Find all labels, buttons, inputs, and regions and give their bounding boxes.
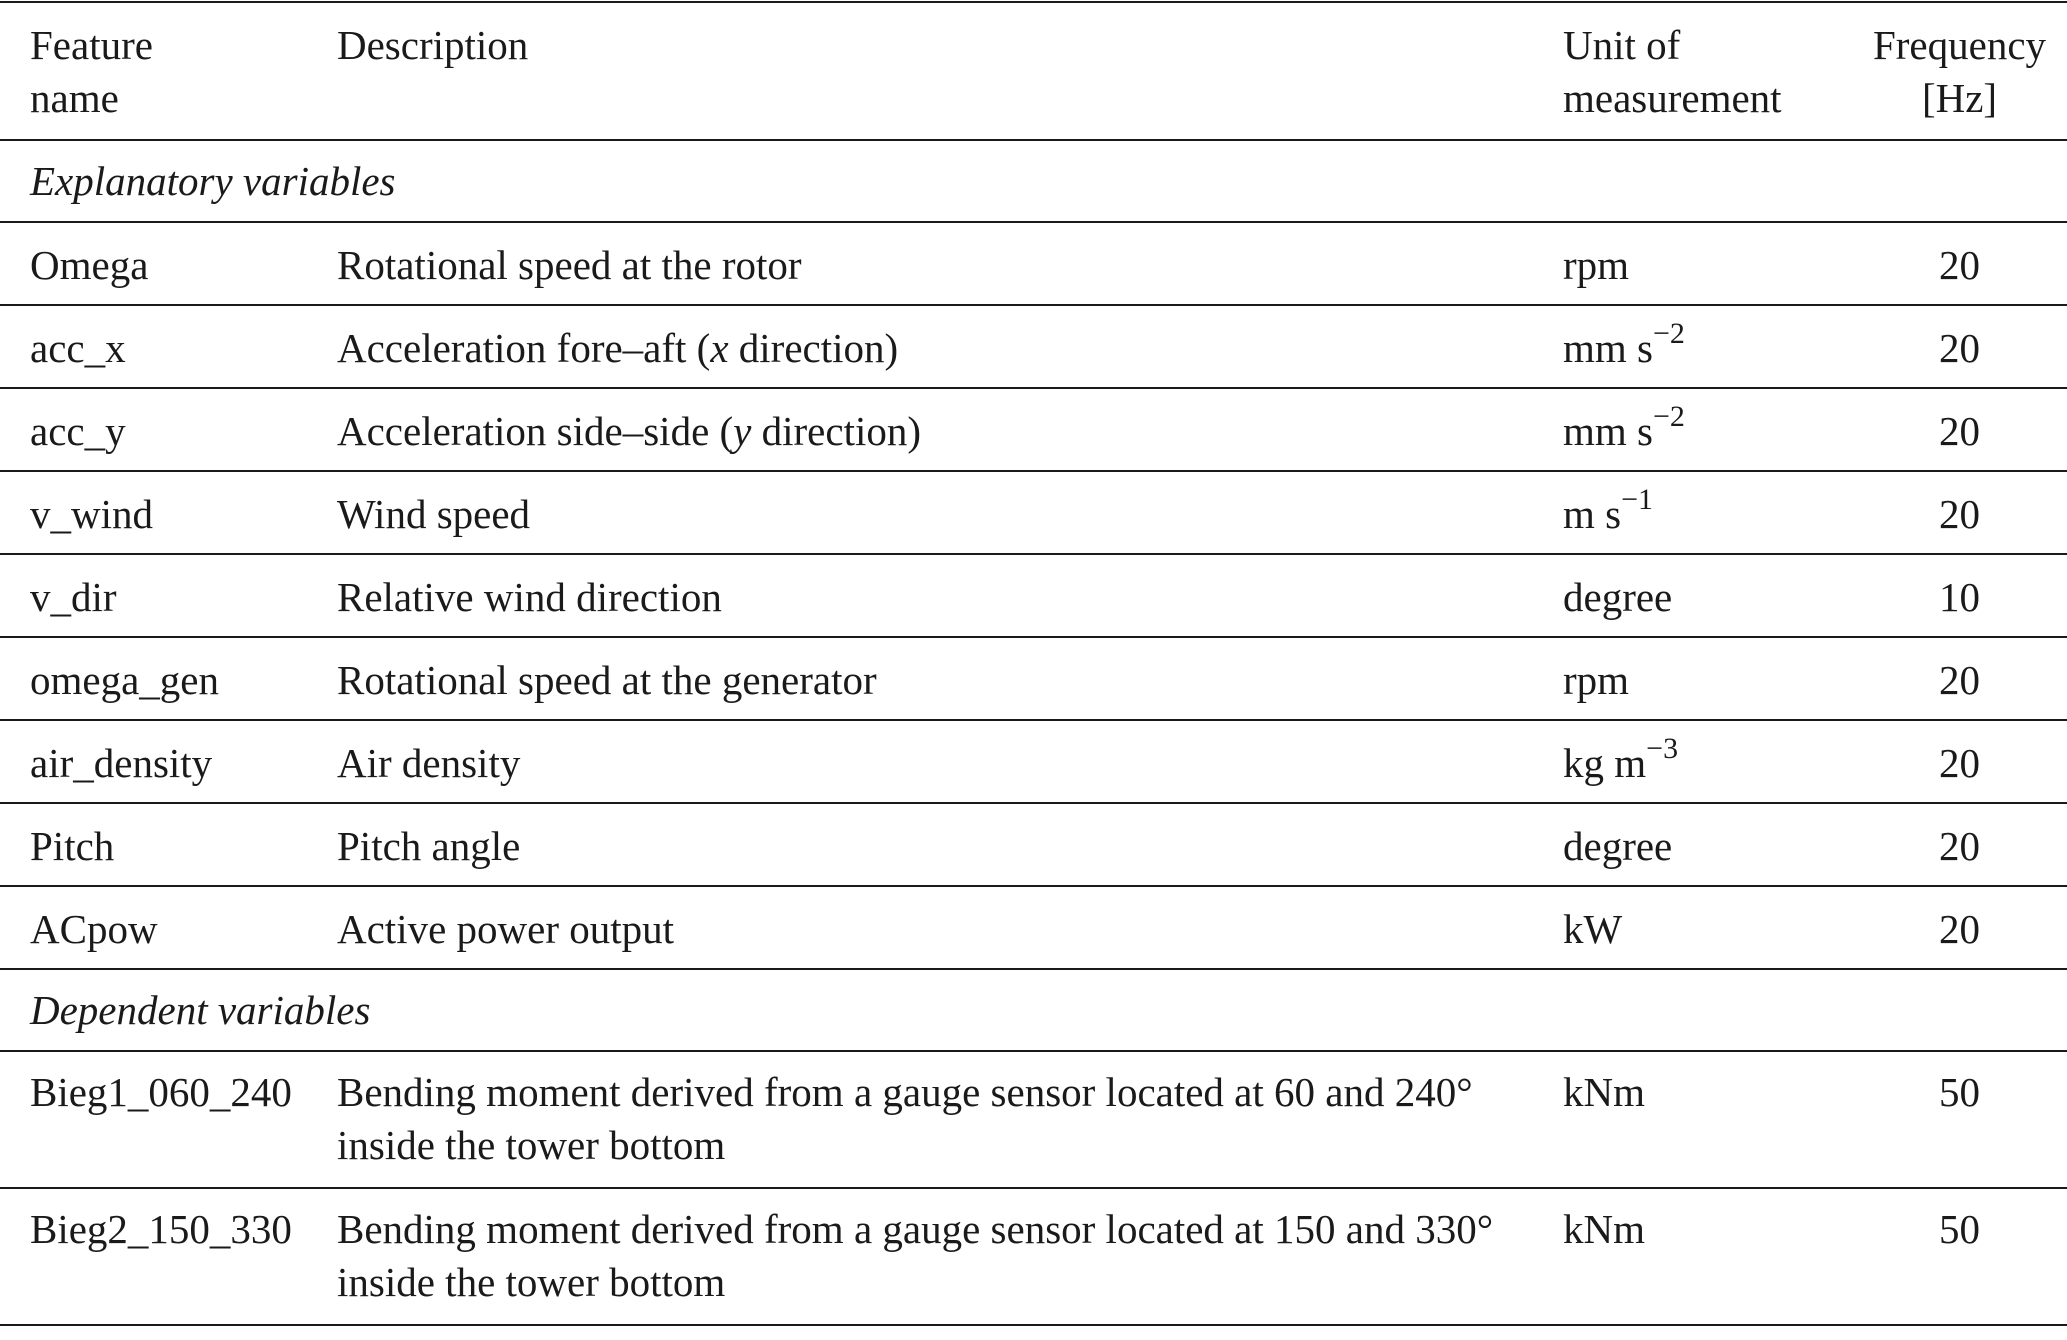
description-cell: Bending moment derived from a gauge sensor located at 150 and 330° inside the tower bottom — [337, 1188, 1563, 1325]
section-label: Dependent variables — [0, 969, 2067, 1051]
description-cell: Bending moment derived from a gauge sensor located at 60 and 240° inside the tower bottom — [337, 1051, 1563, 1188]
unit-cell: kNm — [1563, 1188, 1852, 1325]
table-row — [0, 720, 2067, 803]
frequency-cell: 20 — [1852, 305, 2067, 388]
feature-name-cell: Pitch — [0, 803, 337, 886]
section-label: Explanatory variables — [0, 140, 2067, 222]
section-row-explanatory — [0, 140, 2067, 222]
feature-name-cell: Bieg1_060_240 — [0, 1051, 337, 1188]
feature-table — [0, 1, 2067, 1326]
description-cell: Rotational speed at the generator — [337, 637, 1563, 720]
table-row — [0, 1188, 2067, 1325]
table-row — [0, 637, 2067, 720]
unit-cell: rpm — [1563, 637, 1852, 720]
unit-cell: degree — [1563, 803, 1852, 886]
description-cell: Acceleration side–side (y direction) — [337, 388, 1563, 471]
unit-cell: kNm — [1563, 1051, 1852, 1188]
table-row — [0, 305, 2067, 388]
header-description: Description — [337, 2, 1563, 140]
table-row — [0, 803, 2067, 886]
frequency-cell: 10 — [1852, 554, 2067, 637]
unit-cell: rpm — [1563, 222, 1852, 305]
unit-cell: degree — [1563, 554, 1852, 637]
description-cell: Acceleration fore–aft (x direction) — [337, 305, 1563, 388]
frequency-cell: 20 — [1852, 637, 2067, 720]
unit-cell: mm $s^{-2}$ — [1563, 388, 1852, 471]
table-header-row — [0, 2, 2067, 140]
frequency-cell: 20 — [1852, 471, 2067, 554]
frequency-cell: 20 — [1852, 388, 2067, 471]
feature-name-cell: omega_gen — [0, 637, 337, 720]
description-cell: Wind speed — [337, 471, 1563, 554]
description-cell: Active power output — [337, 886, 1563, 969]
description-cell: Pitch angle — [337, 803, 1563, 886]
frequency-cell: 20 — [1852, 720, 2067, 803]
feature-name-cell: v_dir — [0, 554, 337, 637]
frequency-cell: 50 — [1852, 1188, 2067, 1325]
feature-name-cell: Omega — [0, 222, 337, 305]
unit-cell: kW — [1563, 886, 1852, 969]
header-frequency: Frequency [Hz] — [1852, 2, 2067, 140]
frequency-cell: 50 — [1852, 1051, 2067, 1188]
table-row — [0, 471, 2067, 554]
section-row-dependent — [0, 969, 2067, 1051]
frequency-cell: 20 — [1852, 886, 2067, 969]
header-unit: Unit of measurement — [1563, 2, 1852, 140]
feature-name-cell: ACpow — [0, 886, 337, 969]
unit-cell: m $s^{-1}$ — [1563, 471, 1852, 554]
table-row — [0, 222, 2067, 305]
description-cell: Air density — [337, 720, 1563, 803]
table-row — [0, 554, 2067, 637]
unit-cell: kg $m^{-3}$ — [1563, 720, 1852, 803]
frequency-cell: 20 — [1852, 222, 2067, 305]
description-cell: Rotational speed at the rotor — [337, 222, 1563, 305]
description-cell: Relative wind direction — [337, 554, 1563, 637]
table-row — [0, 388, 2067, 471]
feature-name-cell: Bieg2_150_330 — [0, 1188, 337, 1325]
feature-name-cell: acc_y — [0, 388, 337, 471]
feature-name-cell: air_density — [0, 720, 337, 803]
table-row — [0, 1051, 2067, 1188]
header-feature-name: Feature name — [0, 2, 337, 140]
feature-name-cell: v_wind — [0, 471, 337, 554]
frequency-cell: 20 — [1852, 803, 2067, 886]
table-row — [0, 886, 2067, 969]
unit-cell: mm $s^{-2}$ — [1563, 305, 1852, 388]
feature-name-cell: acc_x — [0, 305, 337, 388]
